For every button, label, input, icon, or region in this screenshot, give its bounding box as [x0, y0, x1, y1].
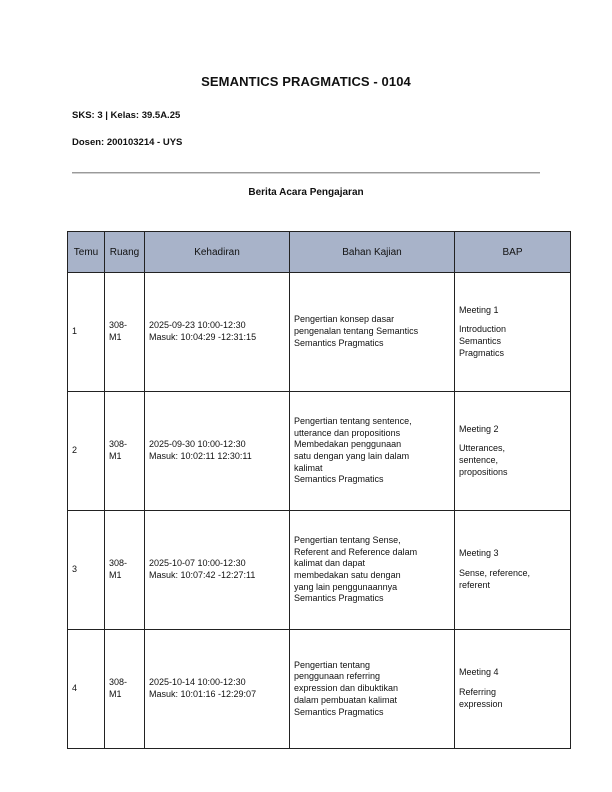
cell-bap: [455, 392, 571, 511]
cell-ruang: [105, 511, 145, 630]
header-ruang: Ruang: [105, 232, 145, 273]
cell-ruang: [105, 273, 145, 392]
table-row: [68, 392, 571, 511]
document-title: SEMANTICS PRAGMATICS - 0104: [201, 74, 411, 89]
cell-temu: 1: [68, 273, 105, 392]
room-text: 308- M1: [109, 677, 128, 699]
attendance-text: Masuk: 10:01:16 -12:29:07: [149, 689, 257, 699]
cell-kehadiran: [145, 273, 290, 392]
attendance-text: Masuk: 10:02:11 12:30:11: [149, 451, 252, 461]
material-text: Pengertian konsep dasar pengenalan tentang Semantics Semantics Pragmatics: [294, 314, 419, 348]
cell-ruang: [105, 630, 145, 749]
sks-class-line: SKS: 3 | Kelas: 39.5A.25: [72, 110, 181, 121]
cell-bap: [455, 630, 571, 749]
room-text: 308- M1: [109, 320, 128, 342]
cell-temu: 4: [68, 630, 105, 749]
cell-bahan-kajian: [290, 392, 455, 511]
cell-kehadiran: [145, 392, 290, 511]
horizontal-divider: [72, 172, 540, 173]
meeting-topic: Introduction Semantics Pragmatics: [459, 324, 507, 358]
room-text: 308- M1: [109, 439, 128, 461]
cell-temu: 2: [68, 392, 105, 511]
meeting-label: Meeting 4: [459, 667, 499, 678]
material-text: Pengertian tentang Sense, Referent and Reference dalam kalimat dan dapat membedakan satu dengan yang lain penggunaannya Semantics Pragmatics: [294, 534, 418, 604]
attendance-text: Masuk: 10:07:42 -12:27:11: [149, 570, 256, 580]
meeting-topic: Referring expression: [459, 687, 503, 709]
section-title: Berita Acara Pengajaran: [248, 187, 364, 198]
header-bahan-kajian: Bahan Kajian: [290, 232, 455, 273]
schedule-text: 2025-09-30 10:00-12:30: [149, 439, 246, 450]
attendance-text: Masuk: 10:04:29 -12:31:15: [149, 332, 257, 342]
cell-ruang: [105, 392, 145, 511]
meeting-topic: Sense, reference, referent: [459, 568, 531, 590]
cell-temu: 3: [68, 511, 105, 630]
schedule-text: 2025-10-07 10:00-12:30: [149, 558, 246, 569]
cell-bahan-kajian: [290, 630, 455, 749]
material-text: Pengertian tentang sentence, utterance dan propositions Membedakan penggunaan satu dengan yang lain dalam kalimat Semantics Pragmatics: [294, 415, 412, 485]
teaching-record-table: [67, 231, 571, 749]
cell-kehadiran: [145, 630, 290, 749]
meeting-label: Meeting 2: [459, 423, 499, 434]
cell-bap: [455, 273, 571, 392]
cell-kehadiran: [145, 511, 290, 630]
meeting-topic: Utterances, sentence, propositions: [459, 443, 508, 477]
header-kehadiran: Kehadiran: [145, 232, 290, 273]
material-text: Pengertian tentang penggunaan referring expression dan dibuktikan dalam pembuatan kalimat Semantics Pragmatics: [294, 659, 399, 717]
meeting-label: Meeting 3: [459, 548, 499, 559]
table-row: [68, 511, 571, 630]
room-text: 308- M1: [109, 558, 128, 580]
table-row: [68, 273, 571, 392]
cell-bahan-kajian: [290, 273, 455, 392]
lecturer-line: Dosen: 200103214 - UYS: [72, 137, 183, 148]
schedule-text: 2025-09-23 10:00-12:30: [149, 320, 246, 331]
header-bap: BAP: [455, 232, 571, 273]
cell-bap: [455, 511, 571, 630]
meeting-label: Meeting 1: [459, 304, 499, 315]
header-temu: Temu: [68, 232, 105, 273]
table-header-row: [68, 232, 571, 273]
cell-bahan-kajian: [290, 511, 455, 630]
table-row: [68, 630, 571, 749]
schedule-text: 2025-10-14 10:00-12:30: [149, 677, 246, 688]
